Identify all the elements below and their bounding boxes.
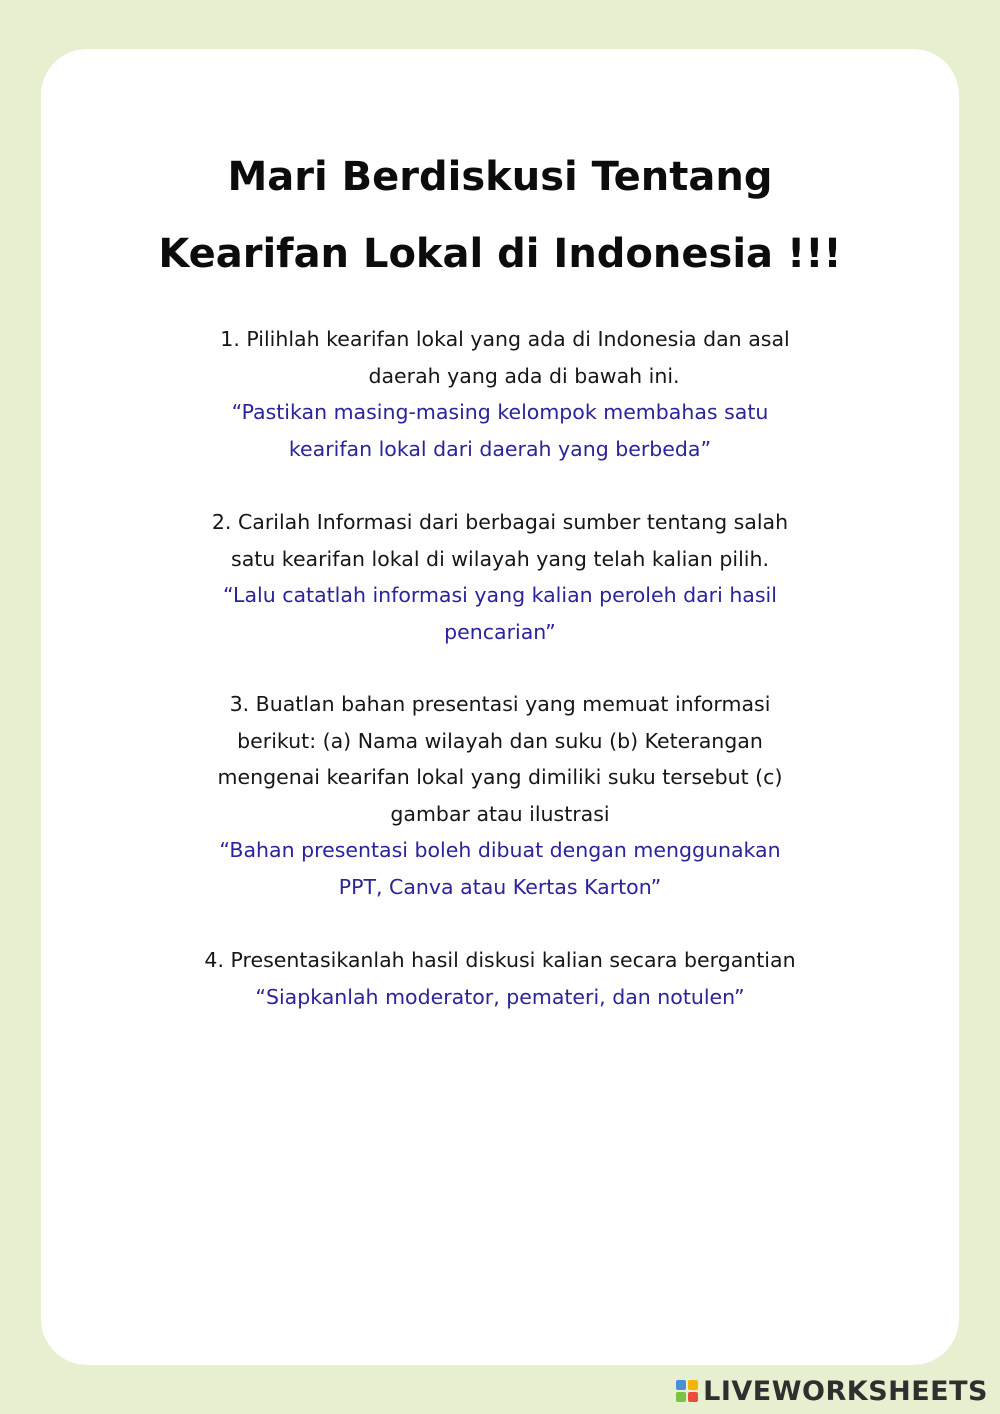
instruction-note: “Pastikan masing-masing kelompok membahas satu [231, 400, 769, 425]
title-line-2: Kearifan Lokal di Indonesia !!! [158, 231, 842, 277]
instruction-text: berikut: (a) Nama wilayah dan suku (b) Keterangan [237, 728, 763, 753]
logo-square-red [688, 1392, 698, 1402]
title-line-1: Mari Berdiskusi Tentang [227, 154, 773, 200]
instruction-text: satu kearifan lokal di wilayah yang telah kalian pilih. [231, 546, 769, 571]
instruction-text: daerah yang ada di bawah ini. [368, 363, 680, 388]
instruction-text: 4. Presentasikanlah hasil diskusi kalian secara bergantian [204, 948, 796, 972]
instruction-item-2 [0, 504, 1000, 650]
liveworksheets-logo[interactable] [675, 1376, 988, 1406]
instruction-note: pencarian” [444, 619, 556, 644]
page-title [0, 139, 1000, 293]
instruction-text: 1. Pilihlah kearifan lokal yang ada di Indonesia dan asal [220, 327, 790, 351]
instruction-text: 3. Buatlan bahan presentasi yang memuat informasi [229, 692, 771, 716]
instruction-note: kearifan lokal dari daerah yang berbeda” [288, 436, 712, 461]
instruction-note: “Siapkanlah moderator, pemateri, dan notulen” [255, 984, 745, 1009]
instruction-text: mengenai kearifan lokal yang dimiliki suku tersebut (c) [217, 765, 783, 790]
instruction-item-1 [0, 321, 1000, 467]
instruction-text: gambar atau ilustrasi [390, 801, 610, 826]
liveworksheets-logo-icon [675, 1379, 699, 1403]
logo-square-green [676, 1392, 686, 1402]
instruction-note: PPT, Canva atau Kertas Karton” [338, 874, 662, 899]
logo-square-yellow [688, 1380, 698, 1390]
instruction-text: 2. Carilah Informasi dari berbagai sumber tentang salah [211, 510, 789, 534]
instruction-note: “Bahan presentasi boleh dibuat dengan menggunakan [219, 838, 781, 863]
brand-name: LIVEWORKSHEETS [703, 1375, 988, 1407]
instruction-item-3 [0, 686, 1000, 906]
instruction-item-4 [0, 942, 1000, 1015]
instruction-note: “Lalu catatlah informasi yang kalian peroleh dari hasil [223, 583, 777, 608]
logo-square-blue [676, 1380, 686, 1390]
